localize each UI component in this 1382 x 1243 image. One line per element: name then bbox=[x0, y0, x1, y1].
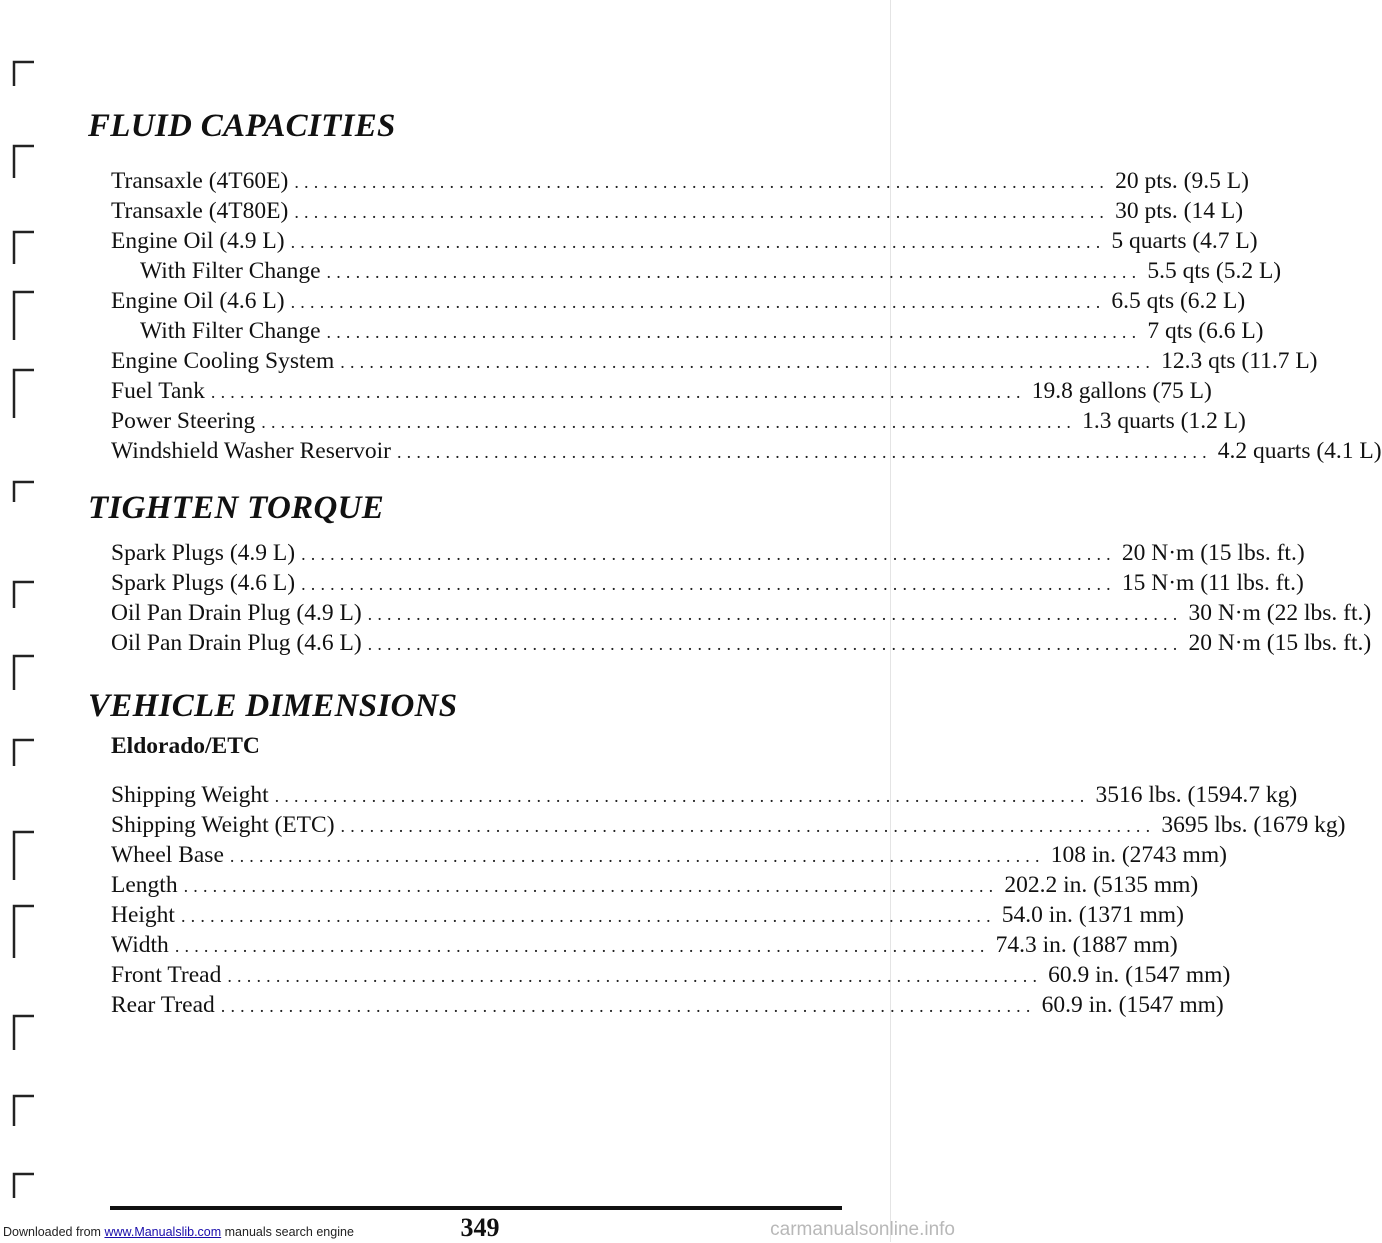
spec-value: 19.8 gallons (75 L) bbox=[1031, 378, 1212, 404]
vehicle-dimensions-title: VEHICLE DIMENSIONS bbox=[88, 688, 458, 724]
spec-row bbox=[111, 810, 1346, 840]
spec-row bbox=[111, 286, 1246, 316]
credit-prefix: Downloaded from bbox=[3, 1225, 105, 1239]
dot-leader: .................................................................................... bbox=[294, 202, 1110, 222]
spec-label: Transaxle (4T80E) bbox=[111, 198, 289, 224]
spec-row bbox=[111, 780, 1298, 810]
credit-suffix: manuals search engine bbox=[221, 1225, 354, 1239]
spec-label: Engine Cooling System bbox=[111, 348, 335, 374]
dot-leader: .................................................................................... bbox=[180, 906, 996, 926]
dot-leader: .................................................................................... bbox=[340, 816, 1156, 836]
manualslib-link[interactable]: www.Manualslib.com bbox=[104, 1225, 222, 1239]
dot-leader: .................................................................................... bbox=[290, 232, 1106, 252]
spec-label: Engine Oil (4.9 L) bbox=[111, 228, 285, 254]
spec-row bbox=[111, 436, 1382, 466]
spec-value: 60.9 in. (1547 mm) bbox=[1041, 992, 1224, 1018]
spec-label: Transaxle (4T60E) bbox=[111, 168, 289, 194]
spec-value: 3695 lbs. (1679 kg) bbox=[1161, 812, 1346, 838]
spec-label: With Filter Change bbox=[140, 258, 321, 284]
spec-row bbox=[111, 990, 1224, 1020]
spec-value: 20 pts. (9.5 L) bbox=[1115, 168, 1249, 194]
spec-row bbox=[111, 628, 1372, 658]
dot-leader: .................................................................................... bbox=[174, 936, 990, 956]
dot-leader: .................................................................................... bbox=[326, 322, 1142, 342]
spec-label: Front Tread bbox=[111, 962, 222, 988]
spec-value: 5 quarts (4.7 L) bbox=[1111, 228, 1258, 254]
spec-label: Oil Pan Drain Plug (4.9 L) bbox=[111, 600, 362, 626]
spec-label: With Filter Change bbox=[140, 318, 321, 344]
spec-value: 60.9 in. (1547 mm) bbox=[1048, 962, 1231, 988]
spec-row bbox=[111, 598, 1372, 628]
spec-row bbox=[111, 346, 1318, 376]
spec-row bbox=[111, 568, 1304, 598]
dot-leader: .................................................................................... bbox=[183, 876, 999, 896]
footer-rule bbox=[110, 1206, 842, 1210]
spec-value: 1.3 quarts (1.2 L) bbox=[1082, 408, 1246, 434]
tighten-torque-title: TIGHTEN TORQUE bbox=[88, 490, 385, 526]
spec-label: Height bbox=[111, 902, 175, 928]
page-number: 349 bbox=[460, 1213, 500, 1242]
dot-leader: .................................................................................... bbox=[340, 352, 1156, 372]
dot-leader: .................................................................................... bbox=[227, 966, 1043, 986]
spec-value: 7 qts (6.6 L) bbox=[1147, 318, 1264, 344]
dot-leader: .................................................................................... bbox=[220, 996, 1036, 1016]
spec-row bbox=[111, 900, 1184, 930]
fluid-capacities-title: FLUID CAPACITIES bbox=[88, 108, 396, 144]
spec-value: 74.3 in. (1887 mm) bbox=[995, 932, 1178, 958]
spec-label: Windshield Washer Reservoir bbox=[111, 438, 391, 464]
spec-row bbox=[111, 376, 1212, 406]
dot-leader: .................................................................................... bbox=[290, 292, 1106, 312]
spec-value: 30 N·m (22 lbs. ft.) bbox=[1188, 600, 1372, 626]
spec-value: 6.5 qts (6.2 L) bbox=[1111, 288, 1246, 314]
spec-value: 15 N·m (11 lbs. ft.) bbox=[1121, 570, 1304, 596]
spec-row bbox=[111, 166, 1249, 196]
watermark: carmanualsonline.info bbox=[770, 1219, 955, 1240]
spec-row bbox=[111, 538, 1305, 568]
spec-label: Fuel Tank bbox=[111, 378, 205, 404]
spec-label: Width bbox=[111, 932, 169, 958]
dot-leader: .................................................................................... bbox=[301, 544, 1116, 564]
spec-row bbox=[111, 256, 1282, 286]
spec-value: 108 in. (2743 mm) bbox=[1050, 842, 1227, 868]
spec-label: Rear Tread bbox=[111, 992, 215, 1018]
spec-row bbox=[111, 196, 1244, 226]
dot-leader: .................................................................................... bbox=[274, 786, 1090, 806]
spec-label: Spark Plugs (4.9 L) bbox=[111, 540, 296, 566]
fluid-capacities-list bbox=[111, 166, 1382, 466]
dot-leader: .................................................................................... bbox=[210, 382, 1026, 402]
spec-label: Power Steering bbox=[111, 408, 256, 434]
spec-row bbox=[111, 316, 1264, 346]
dot-leader: .................................................................................... bbox=[396, 442, 1212, 462]
spec-row bbox=[111, 840, 1227, 870]
dot-leader: .................................................................................... bbox=[367, 634, 1183, 654]
spec-label: Oil Pan Drain Plug (4.6 L) bbox=[111, 630, 362, 656]
spec-row bbox=[111, 870, 1199, 900]
spec-value: 4.2 quarts (4.1 L) bbox=[1217, 438, 1382, 464]
spec-value: 3516 lbs. (1594.7 kg) bbox=[1095, 782, 1298, 808]
spec-value: 12.3 qts (11.7 L) bbox=[1161, 348, 1318, 374]
dot-leader: .................................................................................... bbox=[294, 172, 1110, 192]
spec-value: 20 N·m (15 lbs. ft.) bbox=[1121, 540, 1305, 566]
dot-leader: .................................................................................... bbox=[301, 574, 1116, 594]
spec-value: 20 N·m (15 lbs. ft.) bbox=[1188, 630, 1372, 656]
spec-label: Shipping Weight bbox=[111, 782, 269, 808]
tighten-torque-list bbox=[111, 538, 1372, 658]
spec-value: 54.0 in. (1371 mm) bbox=[1001, 902, 1184, 928]
model-subheading: Eldorado/ETC bbox=[111, 733, 260, 759]
spec-row bbox=[111, 930, 1178, 960]
vehicle-dimensions-list bbox=[111, 780, 1346, 1020]
spec-value: 30 pts. (14 L) bbox=[1115, 198, 1244, 224]
spec-row bbox=[111, 406, 1246, 436]
spec-value: 202.2 in. (5135 mm) bbox=[1004, 872, 1199, 898]
spec-label: Shipping Weight (ETC) bbox=[111, 812, 335, 838]
dot-leader: .................................................................................... bbox=[229, 846, 1045, 866]
spec-value: 5.5 qts (5.2 L) bbox=[1147, 258, 1282, 284]
spec-row bbox=[111, 226, 1258, 256]
spec-label: Spark Plugs (4.6 L) bbox=[111, 570, 296, 596]
dot-leader: .................................................................................... bbox=[261, 412, 1077, 432]
binding-margin-marks bbox=[0, 0, 40, 1242]
spec-label: Engine Oil (4.6 L) bbox=[111, 288, 285, 314]
spec-label: Length bbox=[111, 872, 178, 898]
dot-leader: .................................................................................... bbox=[326, 262, 1142, 282]
dot-leader: .................................................................................... bbox=[367, 604, 1183, 624]
spec-label: Wheel Base bbox=[111, 842, 224, 868]
spec-row bbox=[111, 960, 1231, 990]
download-credit bbox=[3, 1225, 354, 1239]
